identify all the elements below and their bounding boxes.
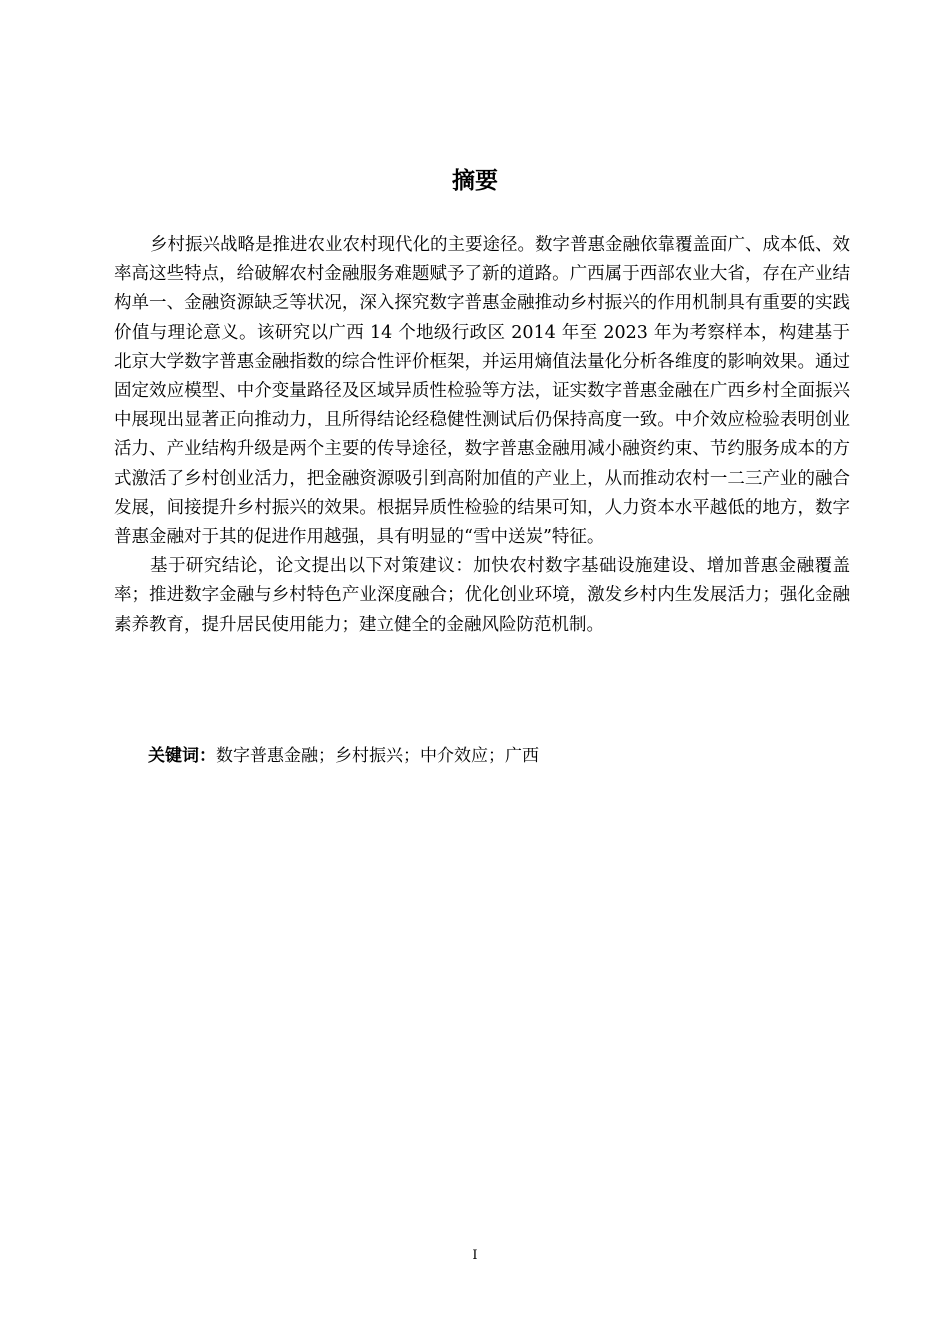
keywords-line bbox=[148, 742, 848, 770]
page-number: I bbox=[472, 1248, 478, 1263]
abstract-title: 摘要 bbox=[452, 168, 498, 194]
keywords-label: 关键词： bbox=[148, 746, 216, 766]
abstract-paragraph-2: 基于研究结论，论文提出以下对策建议：加快农村数字基础设施建设、增加普惠金融覆盖率；推进数字金融与乡村特色产业深度融合；优化创业环境，激发乡村内生发展活力；强化金融素养教育，提升居民使用能力；建立健全的金融风险防范机制。 bbox=[114, 556, 850, 635]
abstract-paragraph-1: 乡村振兴战略是推进农业农村现代化的主要途径。数字普惠金融依靠覆盖面广、成本低、效率高这些特点，给破解农村金融服务难题赋予了新的道路。广西属于西部农业大省，存在产业结构单一、金融资源缺乏等状况，深入探究数字普惠金融推动乡村振兴的作用机制具有重要的实践价值与理论意义。该研究以广西 14 个地级行政区 2014 年至 2023 年为考察样本，构建基于北京大学数字普惠金融指数的综合性评价框架，并运用熵值法量化分析各维度的影响效果。通过固定效应模型、中介变量路径及区域异质性检验等方法，证实数字普惠金融在广西乡村全面振兴中展现出显著正向推动力，且所得结论经稳健性测试后仍保持高度一致。中介效应检验表明创业活力、产业结构升级是两个主要的传导途径，数字普惠金融用减小融资约束、节约服务成本的方式激活了乡村创业活力，把金融资源吸引到高附加值的产业上，从而推动农村一二三产业的融合发展，间接提升乡村振兴的效果。根据异质性检验的结果可知，人力资本水平越低的地方，数字普惠金融对于其的促进作用越强，具有明显的“雪中送炭”特征。 bbox=[114, 235, 850, 548]
keywords-value: 数字普惠金融；乡村振兴；中介效应；广西 bbox=[216, 746, 539, 766]
abstract-body bbox=[114, 231, 850, 640]
